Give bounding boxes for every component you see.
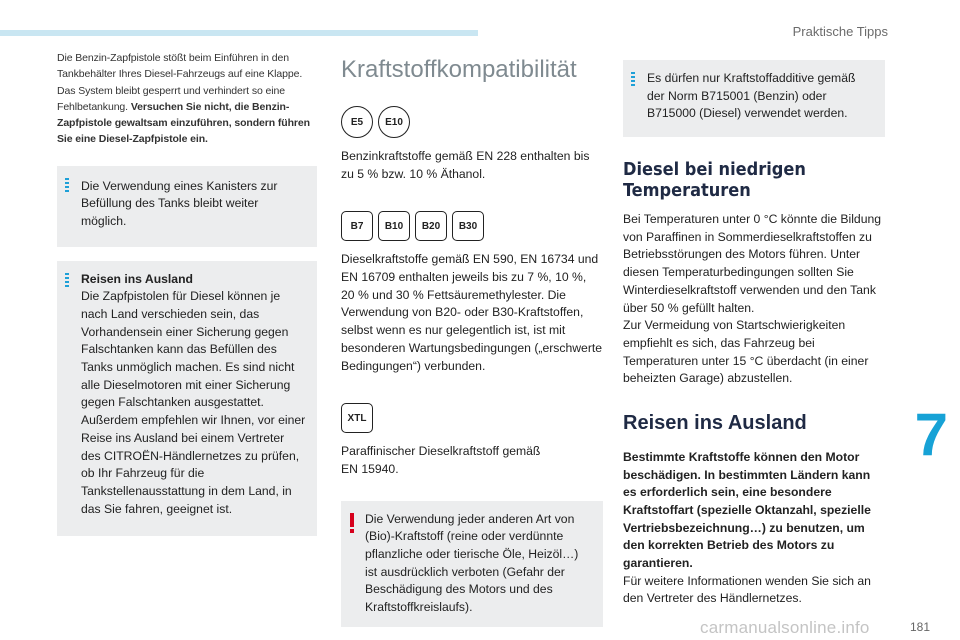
abroad-bold-text: Bestimmte Kraftstoffe können den Motor beschädigen. In bestimmten Ländern kann es erforderlich sein, eine besondere Kraftstoffart (spezielle Oktanzahl, spezielle Vertriebsbezeichnung…) zu benutzen, um den korrekten Betrieb des Motors zu garantieren. — [623, 449, 871, 571]
fuel-badge-e5: E5 — [341, 106, 373, 138]
info-note-title: Reisen ins Ausland — [81, 271, 193, 286]
info-note-abroad — [57, 261, 317, 537]
info-note-text: Es dürfen nur Kraftstoffadditive gemäß der Norm B715001 (Benzin) oder B715000 (Diesel) verwendet werden. — [647, 71, 856, 121]
heading-fuel-compat: Kraftstoffkompatibilität — [341, 56, 577, 83]
info-note-additives — [623, 60, 885, 137]
heading-abroad: Reisen ins Ausland — [623, 411, 807, 434]
diesel-cold-text-2: Zur Vermeidung von Startschwierigkeiten empfiehlt es sich, das Fahrzeug bei Temperaturen unter 15 °C überdacht (in einer beheizten Garage) abzustellen. — [623, 318, 869, 386]
fuel-badge-b20: B20 — [415, 211, 447, 241]
xtl-badges — [341, 403, 603, 433]
page-number: 181 — [909, 620, 930, 634]
chapter-number: 7 — [914, 401, 948, 468]
watermark: carmanualsonline.info — [700, 618, 870, 637]
abroad-text: Für weitere Informationen wenden Sie sich an den Vertreter des Händlernetzes. — [623, 573, 871, 606]
diesel-badges — [341, 211, 603, 241]
petrol-badges — [341, 106, 603, 138]
heading-diesel-cold: Diesel bei niedrigen Temperaturen — [623, 159, 806, 202]
intro-paragraph — [57, 50, 317, 148]
intro-normal: Die Benzin-Zapfpistole stößt beim Einführen in den Tankbehälter Ihres Diesel-Fahrzeugs auf eine Klappe. Das System bleibt gesperrt und verhindert so eine Fehlbetankung. — [57, 52, 303, 113]
info-note-text: Die Zapfpistolen für Diesel können je nach Land verschieden sein, das Vorhandensein einer Sicherung gegen Falschtanken kann das Befüllen des Tanks unmöglich machen. Es sind nicht alle Dieselmotoren mit einer Sicherung gegen Falschtanken ausgestattet. Außerdem empfehlen wir Ihnen, vor einer Reise ins Ausland bei einem Vertreter des CITROËN-Händlernetzes zu prüfen, ob Ihr Fahrzeug für die Tankstellenausstattung in dem Land, in das Sie fahren, geeignet ist. — [81, 289, 306, 516]
info-note-canister — [57, 166, 317, 247]
fuel-badge-xtl: XTL — [341, 403, 373, 433]
warning-icon — [349, 513, 355, 533]
warning-note — [341, 501, 603, 627]
fuel-badge-b10: B10 — [378, 211, 410, 241]
petrol-text: Benzinkraftstoffe gemäß EN 228 enthalten bis zu 5 % bzw. 10 % Äthanol. — [341, 149, 590, 181]
column-left — [57, 50, 317, 536]
info-note-text: Die Verwendung eines Kanisters zur Befüllung des Tanks bleibt weiter möglich. — [81, 178, 278, 228]
section-title: Praktische Tipps — [792, 24, 888, 39]
info-icon — [65, 178, 69, 194]
header-accent-bar — [0, 30, 478, 36]
diesel-cold-text: Bei Temperaturen unter 0 °C könnte die Bildung von Paraffinen in Sommerdieselkraftstoffen zu Betriebsstörungen des Motors führen. Unter diesen Temperaturbedingungen sollten Sie Winterdieselkraftstoff verwenden und den Tank über 50 % gefüllt halten. — [623, 212, 882, 315]
info-icon — [65, 273, 69, 289]
fuel-badge-b30: B30 — [452, 211, 484, 241]
intro-bold: Versuchen Sie nicht, die Benzin-Zapfpistole gewaltsam einzuführen, sondern führen Sie eine Diesel-Zapfpistole ein. — [57, 100, 310, 146]
info-icon — [631, 72, 635, 88]
column-middle — [341, 50, 603, 627]
fuel-badge-b7: B7 — [341, 211, 373, 241]
column-right — [623, 50, 885, 608]
diesel-compat-text: Dieselkraftstoffe gemäß EN 590, EN 16734 und EN 16709 enthalten jeweils bis zu 7 %, 10 %, 20 % und 30 % Fettsäuremethylester. Die Verwendung von B20- oder B30-Kraftstoffen, selbst wenn es nur gelegentlich ist, ist mit besonderen Wartungsbedingungen („erschwerte Bedingungen“) verbunden. — [341, 252, 603, 373]
fuel-badge-e10: E10 — [378, 106, 410, 138]
warning-text: Die Verwendung jeder anderen Art von (Bio)-Kraftstoff (reine oder verdünnte pflanzliche oder tierische Öle, Heizöl…) ist ausdrücklich verboten (Gefahr der Beschädigung des Motors und des Kraftstoffkreislaufs). — [365, 511, 579, 614]
xtl-text: Paraffinischer Dieselkraftstoff gemäß EN 15940. — [341, 444, 541, 476]
